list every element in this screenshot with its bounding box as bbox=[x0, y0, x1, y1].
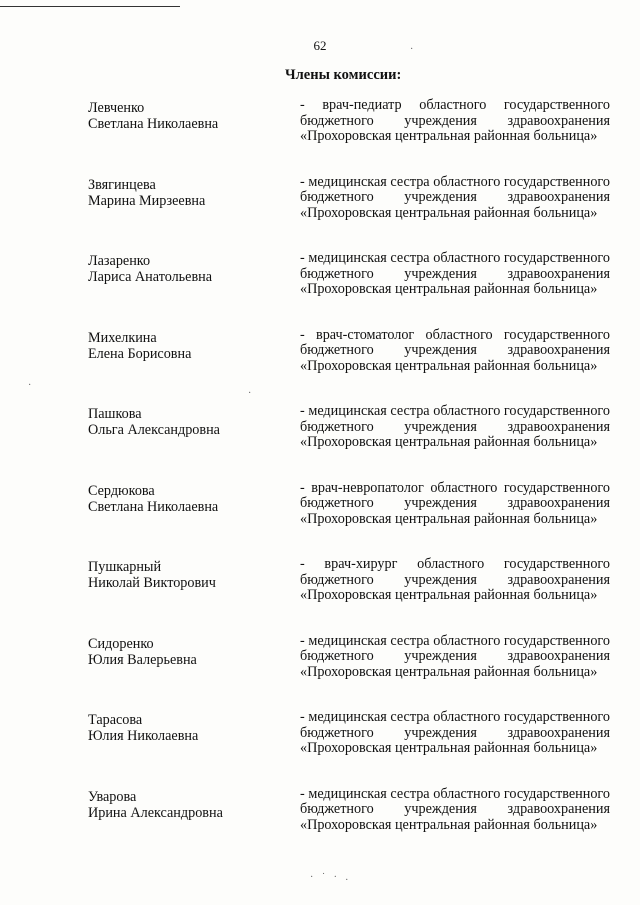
member-given-names: Елена Борисовна bbox=[88, 345, 192, 362]
member-entry bbox=[0, 404, 640, 481]
member-name bbox=[88, 634, 288, 711]
member-name bbox=[88, 175, 288, 252]
member-role: - медицинская сестра областного государственного бюджетного учреждения здравоохранения «Прохоровская центральная районная больница» bbox=[300, 632, 610, 680]
member-role: - медицинская сестра областного государственного бюджетного учреждения здравоохранения «Прохоровская центральная районная больница» bbox=[300, 403, 610, 450]
member-entry bbox=[0, 175, 640, 252]
member-surname: Сердюкова bbox=[88, 482, 155, 499]
scan-speck: · bbox=[410, 44, 414, 55]
member-entry bbox=[0, 710, 640, 787]
member-surname: Левченко bbox=[88, 100, 145, 116]
members-list bbox=[0, 98, 640, 863]
member-given-names: Светлана Николаевна bbox=[88, 116, 219, 132]
scan-smudge: · ˙ · . bbox=[310, 872, 351, 883]
member-role: - врач-стоматолог областного государственного бюджетного учреждения здравоохранения «Прохоровская центральная районная больница» bbox=[300, 326, 610, 374]
member-name bbox=[88, 251, 288, 328]
member-name bbox=[88, 557, 288, 634]
member-entry bbox=[0, 251, 640, 328]
member-name bbox=[88, 787, 288, 864]
member-entry bbox=[0, 481, 640, 558]
member-given-names: Ирина Александровна bbox=[88, 804, 223, 821]
member-given-names: Юлия Валерьевна bbox=[88, 651, 197, 668]
member-given-names: Ольга Александровна bbox=[88, 422, 220, 438]
member-role: - медицинская сестра областного государственного бюджетного учреждения здравоохранения «Прохоровская центральная районная больница» bbox=[300, 250, 610, 297]
page-number: 62 bbox=[313, 38, 327, 53]
member-surname: Звягинцева bbox=[88, 176, 156, 193]
member-role: - врач-хирург областного государственного бюджетного учреждения здравоохранения «Прохоровская центральная районная больница» bbox=[300, 556, 610, 603]
member-name bbox=[88, 404, 288, 481]
top-rule bbox=[0, 6, 180, 7]
member-role: - медицинская сестра областного государственного бюджетного учреждения здравоохранения «Прохоровская центральная районная больница» bbox=[300, 709, 610, 756]
member-given-names: Юлия Николаевна bbox=[88, 728, 199, 744]
scan-speck: · bbox=[248, 388, 252, 399]
member-role: - медицинская сестра областного государственного бюджетного учреждения здравоохранения «Прохоровская центральная районная больница» bbox=[300, 785, 610, 833]
member-surname: Лазаренко bbox=[88, 253, 151, 269]
member-surname: Сидоренко bbox=[88, 635, 154, 652]
member-role: - медицинская сестра областного государственного бюджетного учреждения здравоохранения «Прохоровская центральная районная больница» bbox=[300, 173, 610, 221]
member-surname: Тарасова bbox=[88, 712, 143, 728]
member-given-names: Светлана Николаевна bbox=[88, 498, 219, 515]
member-surname: Михелкина bbox=[88, 329, 157, 346]
member-name bbox=[88, 710, 288, 787]
page-heading: Члены комиссии: bbox=[285, 67, 402, 83]
member-entry bbox=[0, 634, 640, 711]
member-entry bbox=[0, 787, 640, 864]
member-entry bbox=[0, 98, 640, 175]
member-surname: Пашкова bbox=[88, 406, 142, 422]
member-name bbox=[88, 98, 288, 175]
member-given-names: Марина Мирзеевна bbox=[88, 192, 206, 209]
scan-speck: · bbox=[28, 380, 32, 391]
member-name bbox=[88, 328, 288, 405]
member-given-names: Лариса Анатольевна bbox=[88, 269, 213, 285]
member-given-names: Николай Викторович bbox=[88, 575, 216, 591]
member-surname: Пушкарный bbox=[88, 559, 162, 575]
member-role: - врач-невропатолог областного государственного бюджетного учреждения здравоохранения «Прохоровская центральная районная больница» bbox=[300, 479, 610, 527]
member-role: - врач-педиатр областного государственного бюджетного учреждения здравоохранения «Прохоровская центральная районная больница» bbox=[300, 97, 610, 144]
member-entry bbox=[0, 557, 640, 634]
member-surname: Уварова bbox=[88, 788, 137, 805]
member-name bbox=[88, 481, 288, 558]
member-entry bbox=[0, 328, 640, 405]
